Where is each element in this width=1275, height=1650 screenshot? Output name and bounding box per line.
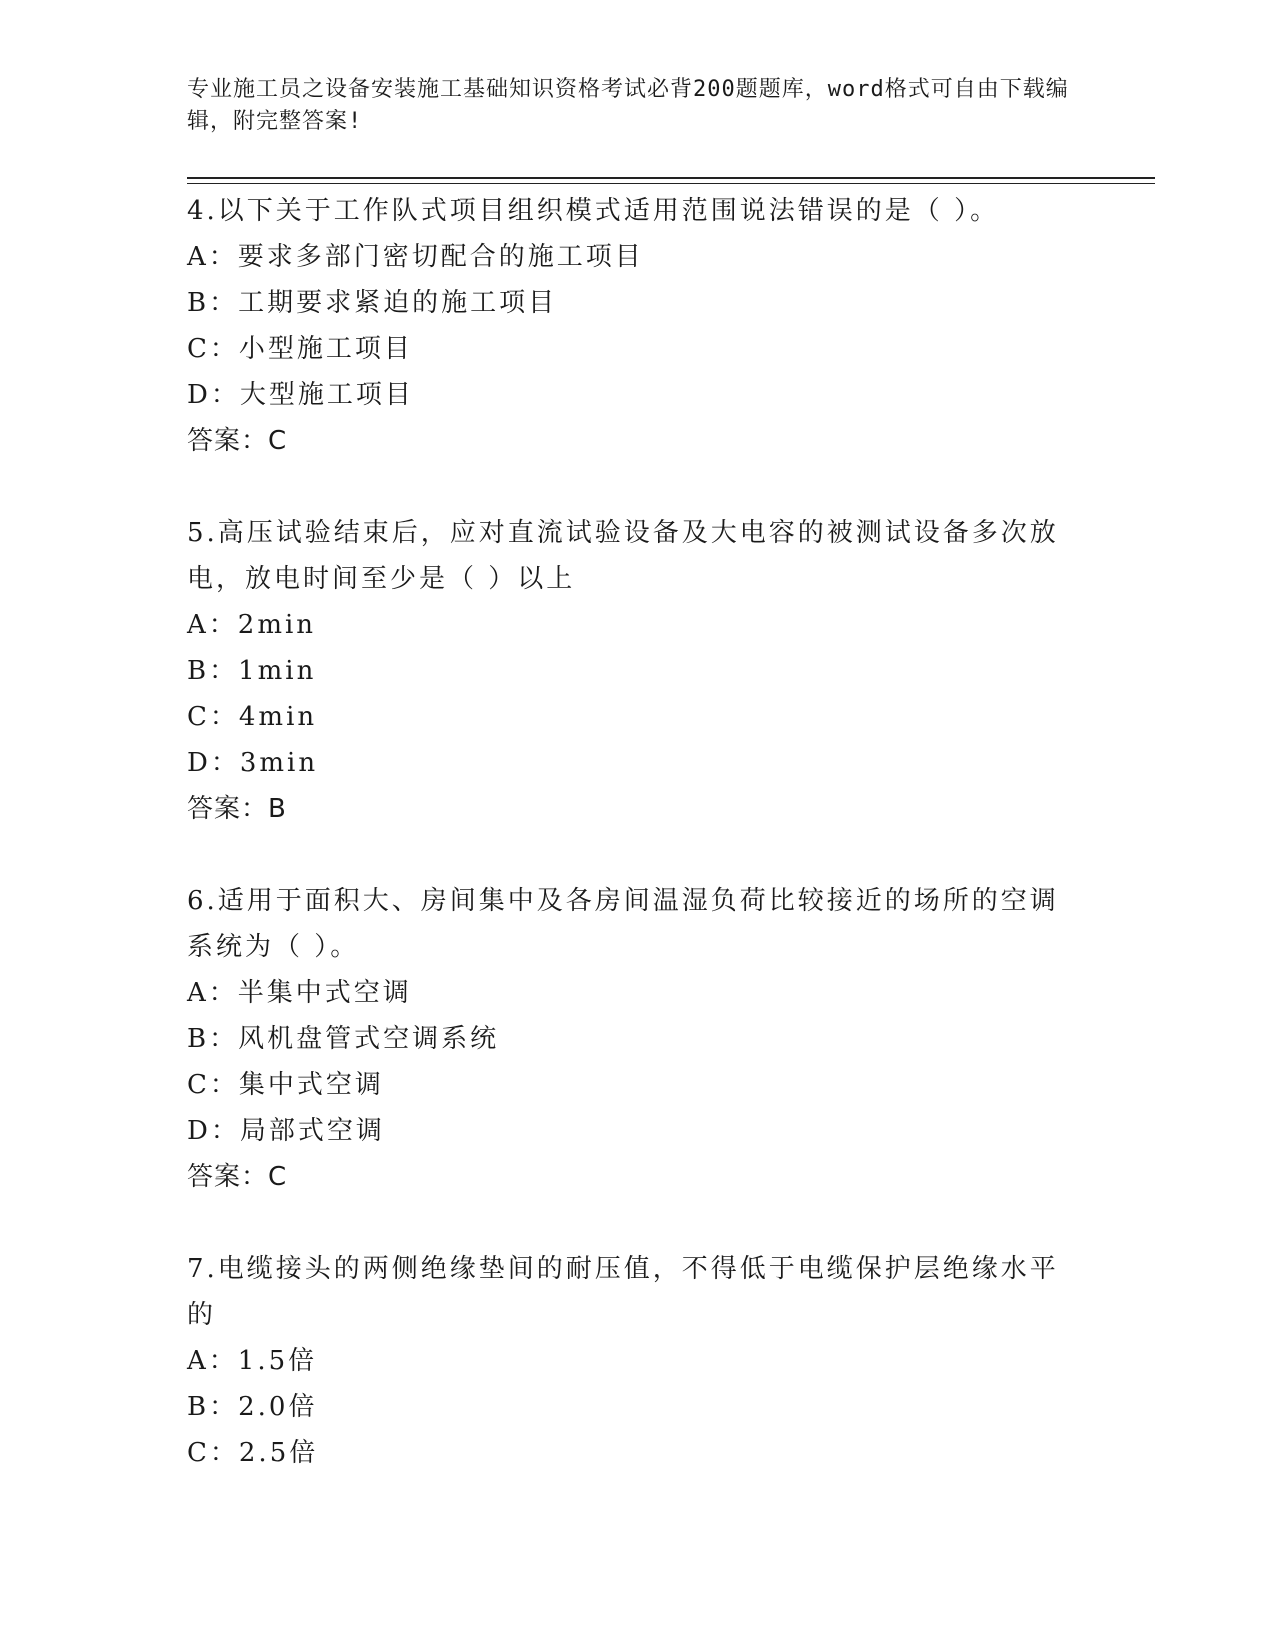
option-b: B：风机盘管式空调系统	[187, 1024, 500, 1054]
document-header: 专业施工员之设备安装施工基础知识资格考试必背200题题库，word格式可自由下载编辑，附完整答案!	[187, 77, 1069, 134]
question-5	[187, 510, 1067, 832]
header-divider-thin	[187, 183, 1155, 184]
question-stem: 6.适用于面积大、房间集中及各房间温湿负荷比较接近的场所的空调系统为（ ）。	[187, 886, 1059, 962]
option-c: C：2.5倍	[187, 1438, 319, 1468]
option-c: C：集中式空调	[187, 1070, 384, 1100]
answer-line: 答案：C	[187, 1162, 288, 1192]
question-list	[187, 188, 1067, 1522]
question-7	[187, 1246, 1067, 1476]
answer-line: 答案：C	[187, 426, 288, 456]
option-d: D：3min	[187, 748, 319, 778]
option-a: A：2min	[187, 610, 317, 640]
question-stem: 5.高压试验结束后，应对直流试验设备及大电容的被测试设备多次放电，放电时间至少是（ ）以上	[187, 518, 1059, 594]
option-b: B：1min	[187, 656, 317, 686]
option-a: A：半集中式空调	[187, 978, 412, 1008]
question-stem: 7.电缆接头的两侧绝缘垫间的耐压值，不得低于电缆保护层绝缘水平的	[187, 1254, 1059, 1330]
option-c: C：小型施工项目	[187, 334, 413, 364]
option-a: A：要求多部门密切配合的施工项目	[187, 242, 644, 272]
header-divider-thick	[187, 177, 1155, 179]
question-4	[187, 188, 1067, 464]
option-b: B：工期要求紧迫的施工项目	[187, 288, 558, 318]
option-c: C：4min	[187, 702, 318, 732]
option-d: D：局部式空调	[187, 1116, 385, 1146]
question-stem: 4.以下关于工作队式项目组织模式适用范围说法错误的是（ ）。	[187, 196, 1000, 226]
question-6	[187, 878, 1067, 1200]
option-a: A：1.5倍	[187, 1346, 318, 1376]
option-b: B：2.0倍	[187, 1392, 318, 1422]
option-d: D：大型施工项目	[187, 380, 414, 410]
answer-line: 答案：B	[187, 794, 287, 824]
